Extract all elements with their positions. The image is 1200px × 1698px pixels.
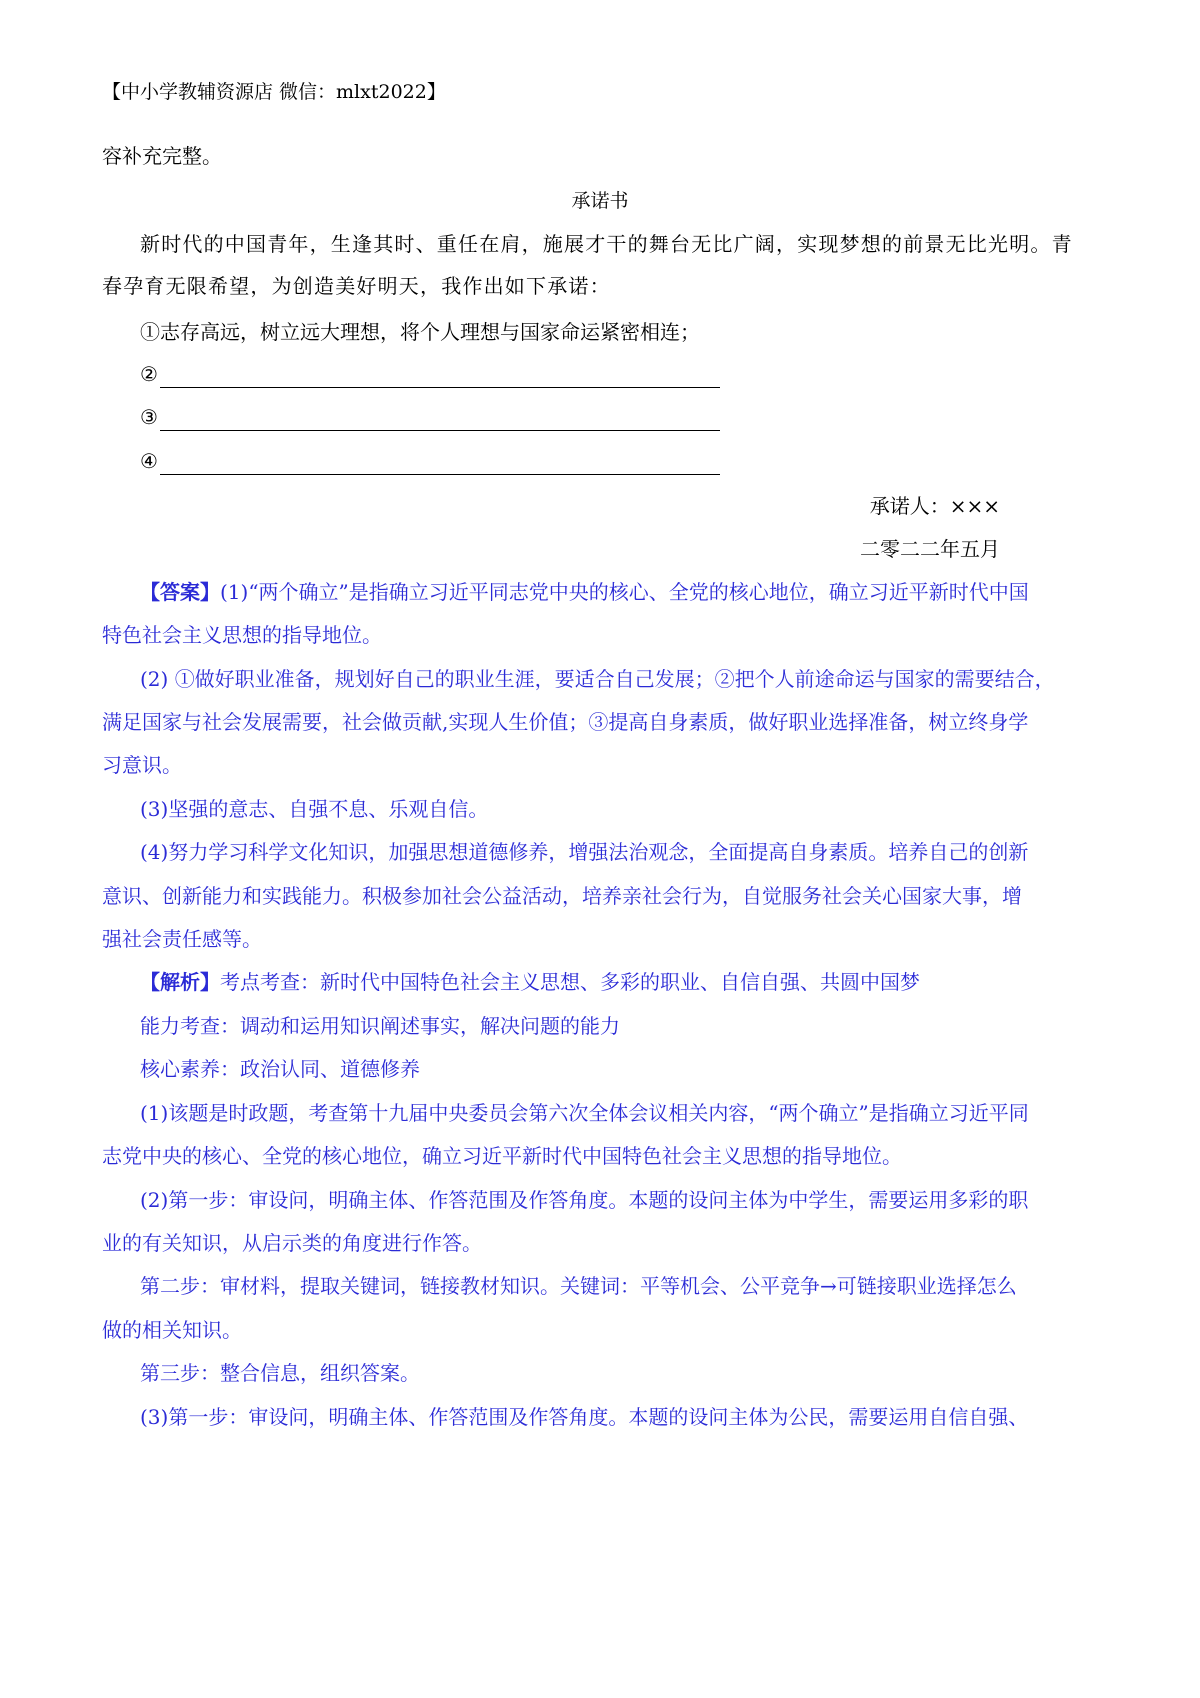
letter-intro-line1: 新时代的中国青年，生逢其时、重任在肩，施展才干的舞台无比广阔，实现梦想的前景无比光明。青 [140,232,1073,256]
promise-item-4-label: ④ [140,449,158,473]
question-tail: 容补充完整。 [102,144,222,168]
analysis-a1-line1: (1)该题是时政题，考查第十九届中央委员会第六次全体会议相关内容，“两个确立”是指确立习近平同 [140,1101,1029,1125]
letter-signer: 承诺人：××× [869,494,1000,518]
letter-title: 承诺书 [571,190,629,212]
answer-p4-line2: 意识、创新能力和实践能力。积极参加社会公益活动，培养亲社会行为，自觉服务社会关心国家大事，增 [102,884,1022,908]
promise-item-2-blank [160,365,720,388]
promise-item-3-blank [160,408,720,431]
answer-p1-line1 [140,578,1029,606]
answer-p2-line2: 满足国家与社会发展需要，社会做贡献,实现人生价值；③提高自身素质，做好职业选择准备，树立终身学 [102,710,1029,734]
answer-p3: (3)坚强的意志、自强不息、乐观自信。 [140,797,489,821]
answer-label: 【答案】 [140,580,220,604]
answer-p4-line3: 强社会责任感等。 [102,927,262,951]
analysis-step2-line1: 第二步：审材料，提取关键词，链接教材知识。关键词：平等机会、公平竞争→可链接职业选择怎么 [140,1274,1017,1298]
promise-item-2 [140,360,720,388]
analysis-a3-line1: (3)第一步：审设问，明确主体、作答范围及作答角度。本题的设问主体为公民，需要运用自信自强、 [140,1405,1029,1429]
analysis-step3: 第三步：整合信息，组织答案。 [140,1361,420,1385]
promise-item-2-label: ② [140,362,158,386]
answer-p2-line1: (2) ①做好职业准备，规划好自己的职业生涯，要适合自己发展；②把个人前途命运与国家的需要结合， [140,667,1055,691]
letter-intro-line2: 春孕育无限希望，为创造美好明天，我作出如下承诺： [102,274,611,298]
answer-p1-line2: 特色社会主义思想的指导地位。 [102,623,382,647]
analysis-kaodian [140,968,920,996]
letter-date: 二零二二年五月 [860,537,1000,561]
analysis-label: 【解析】 [140,970,220,994]
analysis-a1-line2: 志党中央的核心、全党的核心地位，确立习近平新时代中国特色社会主义思想的指导地位。 [102,1144,902,1168]
analysis-a2-line1: (2)第一步：审设问，明确主体、作答范围及作答角度。本题的设问主体为中学生，需要运用多彩的职 [140,1188,1029,1212]
promise-item-3-label: ③ [140,405,158,429]
watermark-header: 【中小学教辅资源店 微信：mlxt2022】 [102,81,446,103]
analysis-kaodian-text: 考点考查：新时代中国特色社会主义思想、多彩的职业、自信自强、共圆中国梦 [220,970,920,994]
analysis-a2-line2: 业的有关知识，从启示类的角度进行作答。 [102,1231,482,1255]
promise-item-3 [140,403,720,431]
analysis-nengli: 能力考查：调动和运用知识阐述事实，解决问题的能力 [140,1014,620,1038]
analysis-step2-line2: 做的相关知识。 [102,1318,242,1342]
promise-item-4 [140,447,720,475]
answer-p4-line1: (4)努力学习科学文化知识，加强思想道德修养，增强法治观念，全面提高自身素质。培养自己的创新 [140,840,1029,864]
promise-item-1: ①志存高远，树立远大理想，将个人理想与国家命运紧密相连； [140,320,700,344]
promise-item-4-blank [160,452,720,475]
answer-p1-line1-text: (1)“两个确立”是指确立习近平同志党中央的核心、全党的核心地位，确立习近平新时代中国 [220,580,1029,604]
answer-p2-line3: 习意识。 [102,753,182,777]
analysis-suyang: 核心素养：政治认同、道德修养 [140,1057,420,1081]
